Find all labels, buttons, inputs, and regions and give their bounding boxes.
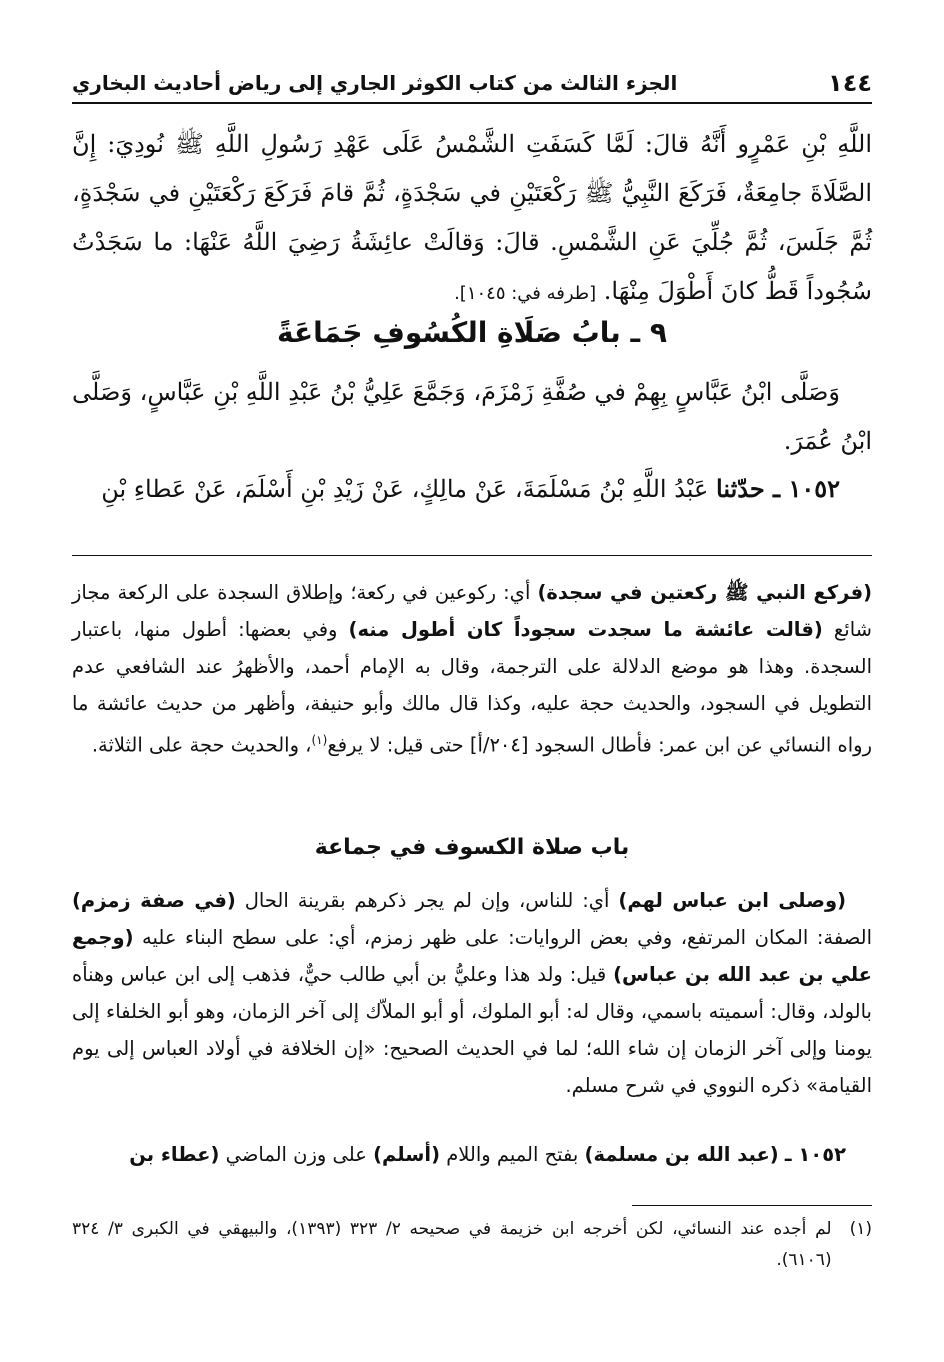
commentary-text: أي: ركوعين في ركعة؛ وإطلاق السجدة على الركعة مجاز شائع — [72, 581, 872, 641]
header-divider — [72, 102, 872, 104]
page-number: ١٤٤ — [828, 69, 872, 97]
quoted-phrase: (فركع النبي ﷺ ركعتين في سجدة) — [537, 581, 872, 604]
page-header — [72, 58, 872, 98]
chapter-narration: وَصَلَّى ابْنُ عَبَّاسٍ بِهِمْ في صُفَّةِ زَمْزَمَ، وَجَمَّعَ عَلِيُّ بْنُ عَبْدِ اللَّهِ بْنِ عَبَّاسٍ، وَصَلَّى ابْنُ عُمَرَ. — [72, 378, 872, 455]
quoted-phrase: (عطاء بن — [129, 1143, 220, 1166]
hadith-text: اللَّهِ بْنِ عَمْرٍو أَنَّهُ قالَ: لَمَّا كَسَفَتِ الشَّمْسُ عَلَى عَهْدِ رَسُولِ اللَّهِ ﷺ نُودِيَ: إِنَّ الصَّلَاةَ جامِعَةٌ، فَرَكَعَ النَّبِيُّ ﷺ رَكْعَتَيْنِ في سَجْدَةٍ، ثُمَّ قامَ فَرَكَعَ رَكْعَتَيْنِ في سَجْدَةٍ، ثُمَّ جَلَسَ، ثُمَّ جُلِّيَ عَنِ الشَّمْسِ. قالَ: وَقالَتْ عائِشَةُ رَضِيَ اللَّهُ عَنْهَا: ما سَجَدْتُ سُجُوداً قَطُّ كانَ أَطْوَلَ مِنْهَا. — [72, 130, 872, 305]
commentary-heading: باب صلاة الكسوف في جماعة — [314, 835, 630, 860]
quoted-phrase: (قالت عائشة ما سجدت سجوداً كان أطول منه) — [348, 618, 823, 641]
commentary-paragraph-1 — [72, 574, 872, 764]
hadith-number-lead: ١٠٥٢ ـ حدّثنا — [716, 474, 840, 503]
commentary-text: على وزن الماضي — [219, 1143, 374, 1166]
commentary-text: ، والحديث حجة على الثلاثة. — [91, 733, 312, 757]
commentary-text: الصفة: المكان المرتفع، وفي بعض الروايات: على ظهر زمزم، أي: على سطح البناء عليه — [133, 926, 872, 949]
quoted-phrase: (وجمع علي بن عبد الله بن عباس) — [72, 926, 872, 986]
hadith-number: ١٠٥٢ ـ — [784, 1143, 846, 1166]
footnote-reference: (١) — [311, 733, 328, 747]
running-title: الجزء الثالث من كتاب الكوثر الجاري إلى رياض أحاديث البخاري — [72, 71, 678, 95]
commentary-text: أي: للناس، وإن لم يجر ذكرهم بقرينة الحال — [235, 889, 619, 912]
quoted-phrase: (عبد الله بن مسلمة) — [584, 1143, 779, 1166]
cross-reference: [طرفه في: ١٠٤٥]. — [454, 283, 597, 304]
commentary-paragraph-2 — [72, 882, 872, 1104]
hadith-isnad: عَبْدُ اللَّهِ بْنُ مَسْلَمَةَ، عَنْ مالِكٍ، عَنْ زَيْدِ بْنِ أَسْلَمَ، عَنْ عَطاءِ بْنِ — [101, 475, 709, 503]
commentary-text: وفي بعضها: أطول منها، باعتبار السجدة. وهذا هو موضع الدلالة على الترجمة، وقال به الإمام أحمد، والأظهرُ عند الشافعي عدم التطويل في السجود، والحديث حجة عليه، وكذا قال مالك وأبو حنيفة، وأظهر من حديث عائشة ما رواه النسائي عن ابن عمر: فأطال السجود [٢٠٤/أ] حتى قيل: لا يرفع — [72, 618, 872, 757]
hadith-1052 — [72, 464, 872, 514]
commentary-text: بفتح الميم واللام — [440, 1143, 585, 1166]
footnote-text: لم أجده عند النسائي، لكن أخرجه ابن خزيمة في صحيحه ٢/ ٣٢٣ (١٣٩٣)، والبيهقي في الكبرى ٣/ ٣٢٤ (٦١٠٦). — [72, 1219, 832, 1270]
quoted-phrase: (في صفة زمزم) — [72, 889, 236, 912]
chapter-heading: ٩ ـ بابُ صَلَاةِ الكُسُوفِ جَمَاعَةً — [277, 316, 667, 349]
hadith-1051-continuation — [72, 120, 872, 318]
commentary-paragraph-3 — [72, 1136, 872, 1173]
text-commentary-divider — [72, 555, 872, 556]
quoted-phrase: (أسلم) — [373, 1143, 440, 1166]
footnote — [72, 1214, 872, 1276]
footnote-divider — [632, 1205, 872, 1206]
commentary-text: قيل: ولد هذا وعليُّ بن أبي طالب حيٌّ، فذهب إلى ابن عباس وهنأه بالولد، وقال: أسميته باسمي، وقال له: أبو الملوك، أو أبو الملاّك إلى آخر الزمان، وهو أبو الخلفاء إلى يومنا وإلى آخر الزمان إن شاء الله؛ لما في الحديث الصحيح: «إن الخلافة في أولاد العباس إلى يوم القيامة» ذكره النووي في شرح مسلم. — [72, 963, 872, 1097]
footnote-mark: (١) — [849, 1219, 872, 1239]
quoted-phrase: (وصلى ابن عباس لهم) — [618, 889, 846, 912]
